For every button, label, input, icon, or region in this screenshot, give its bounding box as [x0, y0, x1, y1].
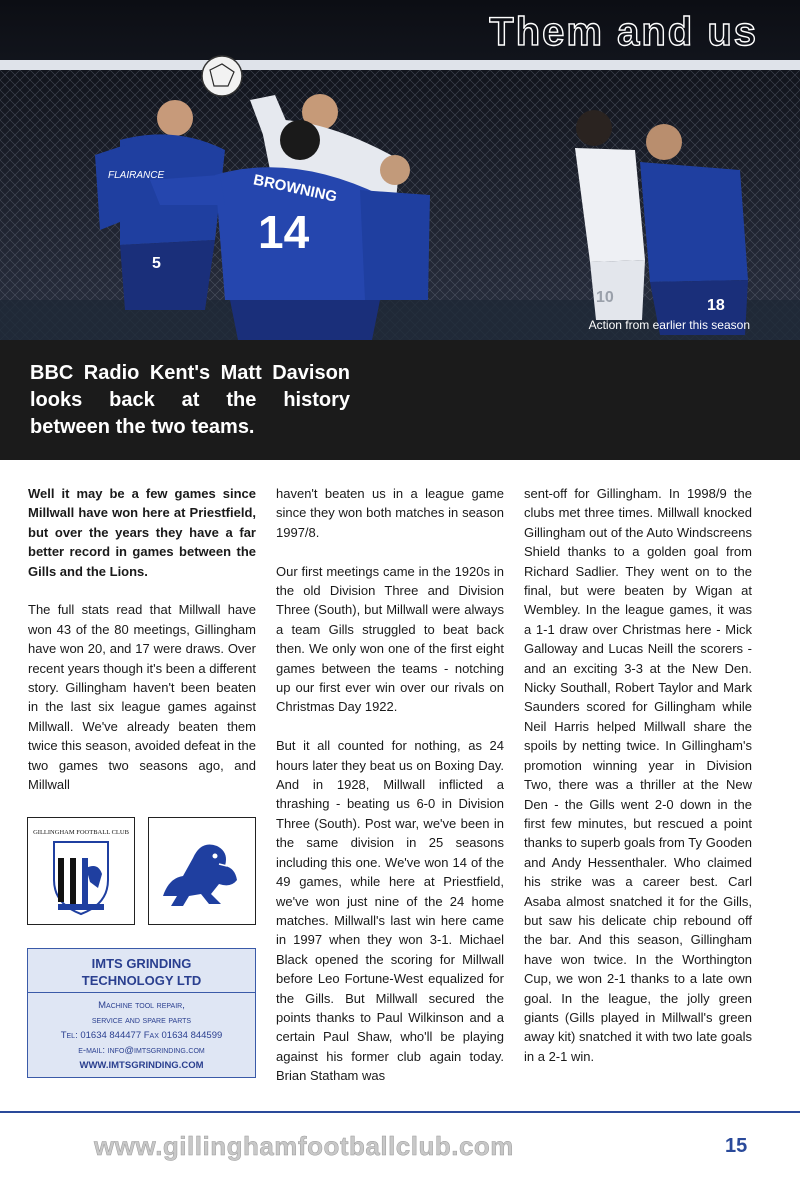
article-paragraph: sent-off for Gillingham. In 1998/9 the clubs met three times. Millwall knocked Gillingham out of the Auto Windscreens Shield thanks to a golden goal from Richard Sadlier. They went on to the final, but were beaten by Wigan at Wembley. In the league games, it was a 1-1 draw over Christmas here - Mick Galloway and Lucas Neill the scorers - and an exciting 3-3 at the New Den. Nicky Southall, Robert Taylor and Mark Saunders scored for Gillingham while Neil Harris helped Millwall share the spoils by netting twice. In Gillingham's promotion winning year in Division Two, there was a thriller at the New Den - the Gills went 2-0 down in the first few minutes, but rescued a point thanks to superb goals from Ty Gooden and Andy Hessenthaler. Who claimed his strike was a career best. Carl Asaba almost snatched it for the Gills, but saw his delicate chip rebound off the bar. And this season, Gillingham have won twice. In the Worthington Cup, we won 2-1 thanks to a late own goal. In the league, the jolly green giants (Gills played in Millwall's green away kit) snatched it with two late goals in a 2-1 win. — [524, 486, 752, 1064]
svg-text:10: 10 — [596, 289, 614, 306]
page-number: 15 — [725, 1135, 748, 1157]
article-paragraph: Our first meetings came in the 1920s in the old Division Three and Division Three (South), but Millwall were always a team Gills struggled to beat back then. We only won one of the first eight games between the teams - notching up our first ever win over our rivals on Christmas Day 1922. — [276, 563, 504, 715]
article-paragraph: haven't beaten us in a league game since they won both matches in season 1997/8. — [276, 486, 504, 540]
advert-email: e-mail: info@imtsgrinding.com — [78, 1045, 205, 1056]
svg-text:5: 5 — [152, 255, 161, 272]
hero-photo — [0, 0, 800, 340]
millwall-crest-box — [148, 817, 256, 925]
advert-services-line1: Machine tool repair, — [98, 1000, 185, 1011]
article-paragraph: But it all counted for nothing, as 24 hours later they beat us on Boxing Day. And in 1928, Millwall inflicted a thrashing - beating us 6-0 in Division Three (South). Post war, we've been in the same division in 25 seasons including this one. We've won 14 of the 49 games, while here at Priestfield, we've won just nine of the 24 home matches. Millwall's last win here came in 1997 when they won 3-1. Michael Black opened the scoring for Millwall before Leo Fortune-West equalized for the Gills. But Millwall secured the points thanks to Paul Wilkinson and a certain Paul Shaw, who'll be playing against his former club again today. Brian Statham was — [276, 738, 504, 1084]
article-column-1 — [28, 484, 256, 814]
footer-divider — [0, 1111, 800, 1113]
millwall-lion-icon — [149, 818, 255, 924]
crossbar — [0, 60, 800, 70]
article-column-3 — [524, 484, 752, 1086]
football — [202, 56, 242, 96]
svg-text:18: 18 — [707, 297, 725, 314]
intro-band — [0, 340, 800, 460]
advert-header — [28, 949, 255, 993]
advert-body — [28, 993, 255, 1073]
intro-text: BBC Radio Kent's Matt Davison looks back at the history between the two teams. — [30, 362, 350, 438]
svg-text:FLAIRANCE: FLAIRANCE — [108, 170, 165, 181]
footer-website: www.gillinghamfootballclub.com — [94, 1131, 514, 1161]
gillingham-crest-icon — [28, 818, 134, 924]
article-column-2 — [276, 484, 504, 1105]
svg-text:BROWNING: BROWNING — [251, 171, 339, 206]
gillingham-crest-box — [27, 817, 135, 925]
article-lead-paragraph: Well it may be a few games since Millwall have won here at Priestfield, but over the years they have a far better record in games between the Gills and the Lions. — [28, 486, 256, 579]
advert-website: WWW.IMTSGRINDING.COM — [79, 1060, 204, 1071]
advert-services-line2: service and spare parts — [91, 1015, 192, 1026]
photo-caption: Action from earlier this season — [588, 318, 750, 332]
article-paragraph: The full stats read that Millwall have won 43 of the 80 meetings, Gillingham have won 20, and 17 were draws. Over recent years though it's been a different story. Gillingham haven't been beaten in the last six league games against Millwall. We've already beaten them twice this season, avoided defeat in the two games two seasons ago, and Millwall — [28, 602, 256, 793]
advert-company-line2: TECHNOLOGY LTD — [81, 973, 202, 988]
advert-company-line1: IMTS GRINDING — [91, 956, 192, 971]
section-title: Them and us — [489, 10, 758, 54]
imts-advert — [27, 948, 256, 1078]
svg-text:14: 14 — [258, 206, 310, 258]
svg-text:GILLINGHAM FOOTBALL CLUB: GILLINGHAM FOOTBALL CLUB — [33, 829, 129, 836]
advert-phone: Tel: 01634 844477 Fax 01634 844599 — [60, 1030, 223, 1041]
